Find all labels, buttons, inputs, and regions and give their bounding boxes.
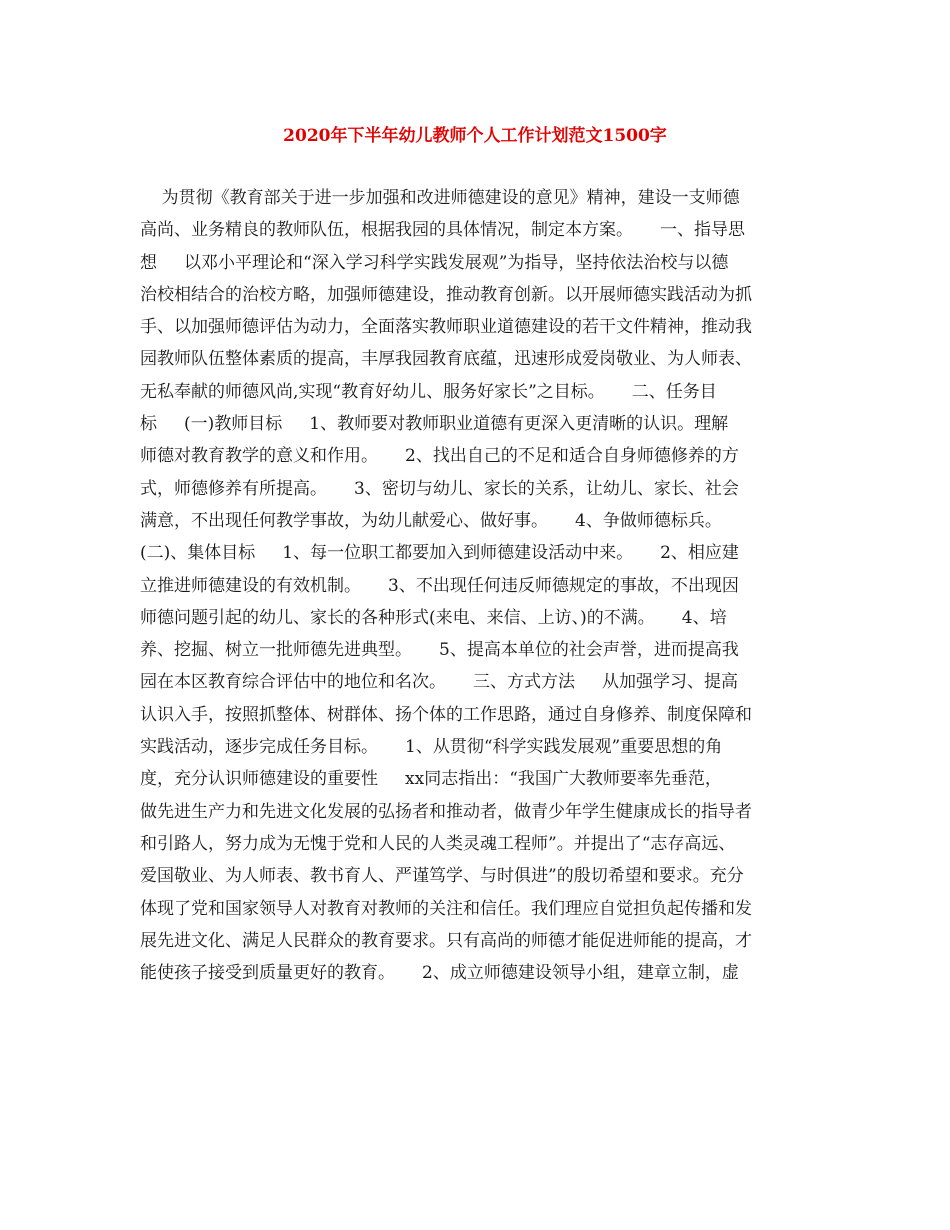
body-line: 爱国敬业、为人师表、教书育人、严谨笃学、与时俱进”的殷切希望和要求。充分: [140, 866, 744, 887]
body-line: 做先进生产力和先进文化发展的弘扬者和推动者，做青少年学生健康成长的指导者: [140, 801, 752, 822]
body-line: 展先进文化、满足人民群众的教育要求。只有高尚的师德才能促进师能的提高，才: [140, 930, 752, 951]
body-line: 治校相结合的治校方略，加强师德建设，推动教育创新。以开展师德实践活动为抓: [140, 284, 752, 305]
body-line: 为贯彻《教育部关于进一步加强和改进师德建设的意见》精神，建设一支师德: [140, 188, 740, 208]
body-line: 师德对教育教学的意义和作用。 2、找出自己的不足和适合自身师德修养的方: [140, 446, 739, 467]
body-line: 满意，不出现任何教学事故，为幼儿献爱心、做好事。 4、争做师德标兵。: [140, 510, 722, 531]
body-line: 体现了党和国家领导人对教育对教师的关注和信任。我们理应自觉担负起传播和发: [140, 898, 752, 919]
body-line: 立推进师德建设的有效机制。 3、不出现任何违反师德规定的事故，不出现因: [140, 575, 739, 596]
body-line: 师德问题引起的幼儿、家长的各种形式(来电、来信、上访、)的不满。 4、培: [140, 607, 727, 628]
body-line: 园教师队伍整体素质的提高，丰厚我园教育底蕴，迅速形成爱岗敬业、为人师表、: [140, 349, 752, 370]
body-line: 实践活动，逐步完成任务目标。 1、从贯彻“科学实践发展观”重要思想的角: [140, 737, 723, 758]
body-line: 和引路人，努力成为无愧于党和人民的人类灵魂工程师”。并提出了“志存高远、: [140, 833, 736, 854]
document-title: 2020年下半年幼儿教师个人工作计划范文1500字: [283, 126, 667, 146]
body-line: 度，充分认识师德建设的重要性 xx同志指出：“我国广大教师要率先垂范，: [140, 769, 722, 790]
body-line: 式，师德修养有所提高。 3、密切与幼儿、家长的关系，让幼儿、家长、社会: [140, 478, 739, 499]
body-line: 无私奉献的师德风尚,实现“教育好幼儿、服务好家长”之目标。 二、任务目: [140, 381, 717, 402]
body-line: 园在本区教育综合评估中的地位和名次。 三、方式方法 从加强学习、提高: [140, 672, 739, 693]
body-line: 标 (一)教师目标 1、教师要对教师职业道德有更深入更清晰的认识。理解: [140, 414, 729, 435]
document-body: [140, 182, 820, 989]
body-line: 想 以邓小平理论和“深入学习科学实践发展观”为指导，坚持依法治校与以德: [140, 252, 729, 273]
body-line: 养、挖掘、树立一批师德先进典型。 5、提高本单位的社会声誉，进而提高我: [140, 640, 739, 661]
body-line: 高尚、业务精良的教师队伍，根据我园的具体情况，制定本方案。 一、指导思: [140, 220, 746, 241]
body-line: (二)、集体目标 1、每一位职工都要加入到师德建设活动中来。 2、相应建: [140, 543, 739, 564]
body-line: 能使孩子接受到质量更好的教育。 2、成立师德建设领导小组，建章立制，虚: [140, 963, 739, 984]
body-line: 手、以加强师德评估为动力，全面落实教师职业道德建设的若干文件精神，推动我: [140, 317, 752, 338]
body-line: 认识入手，按照抓整体、树群体、扬个体的工作思路，通过自身修养、制度保障和: [140, 704, 752, 725]
